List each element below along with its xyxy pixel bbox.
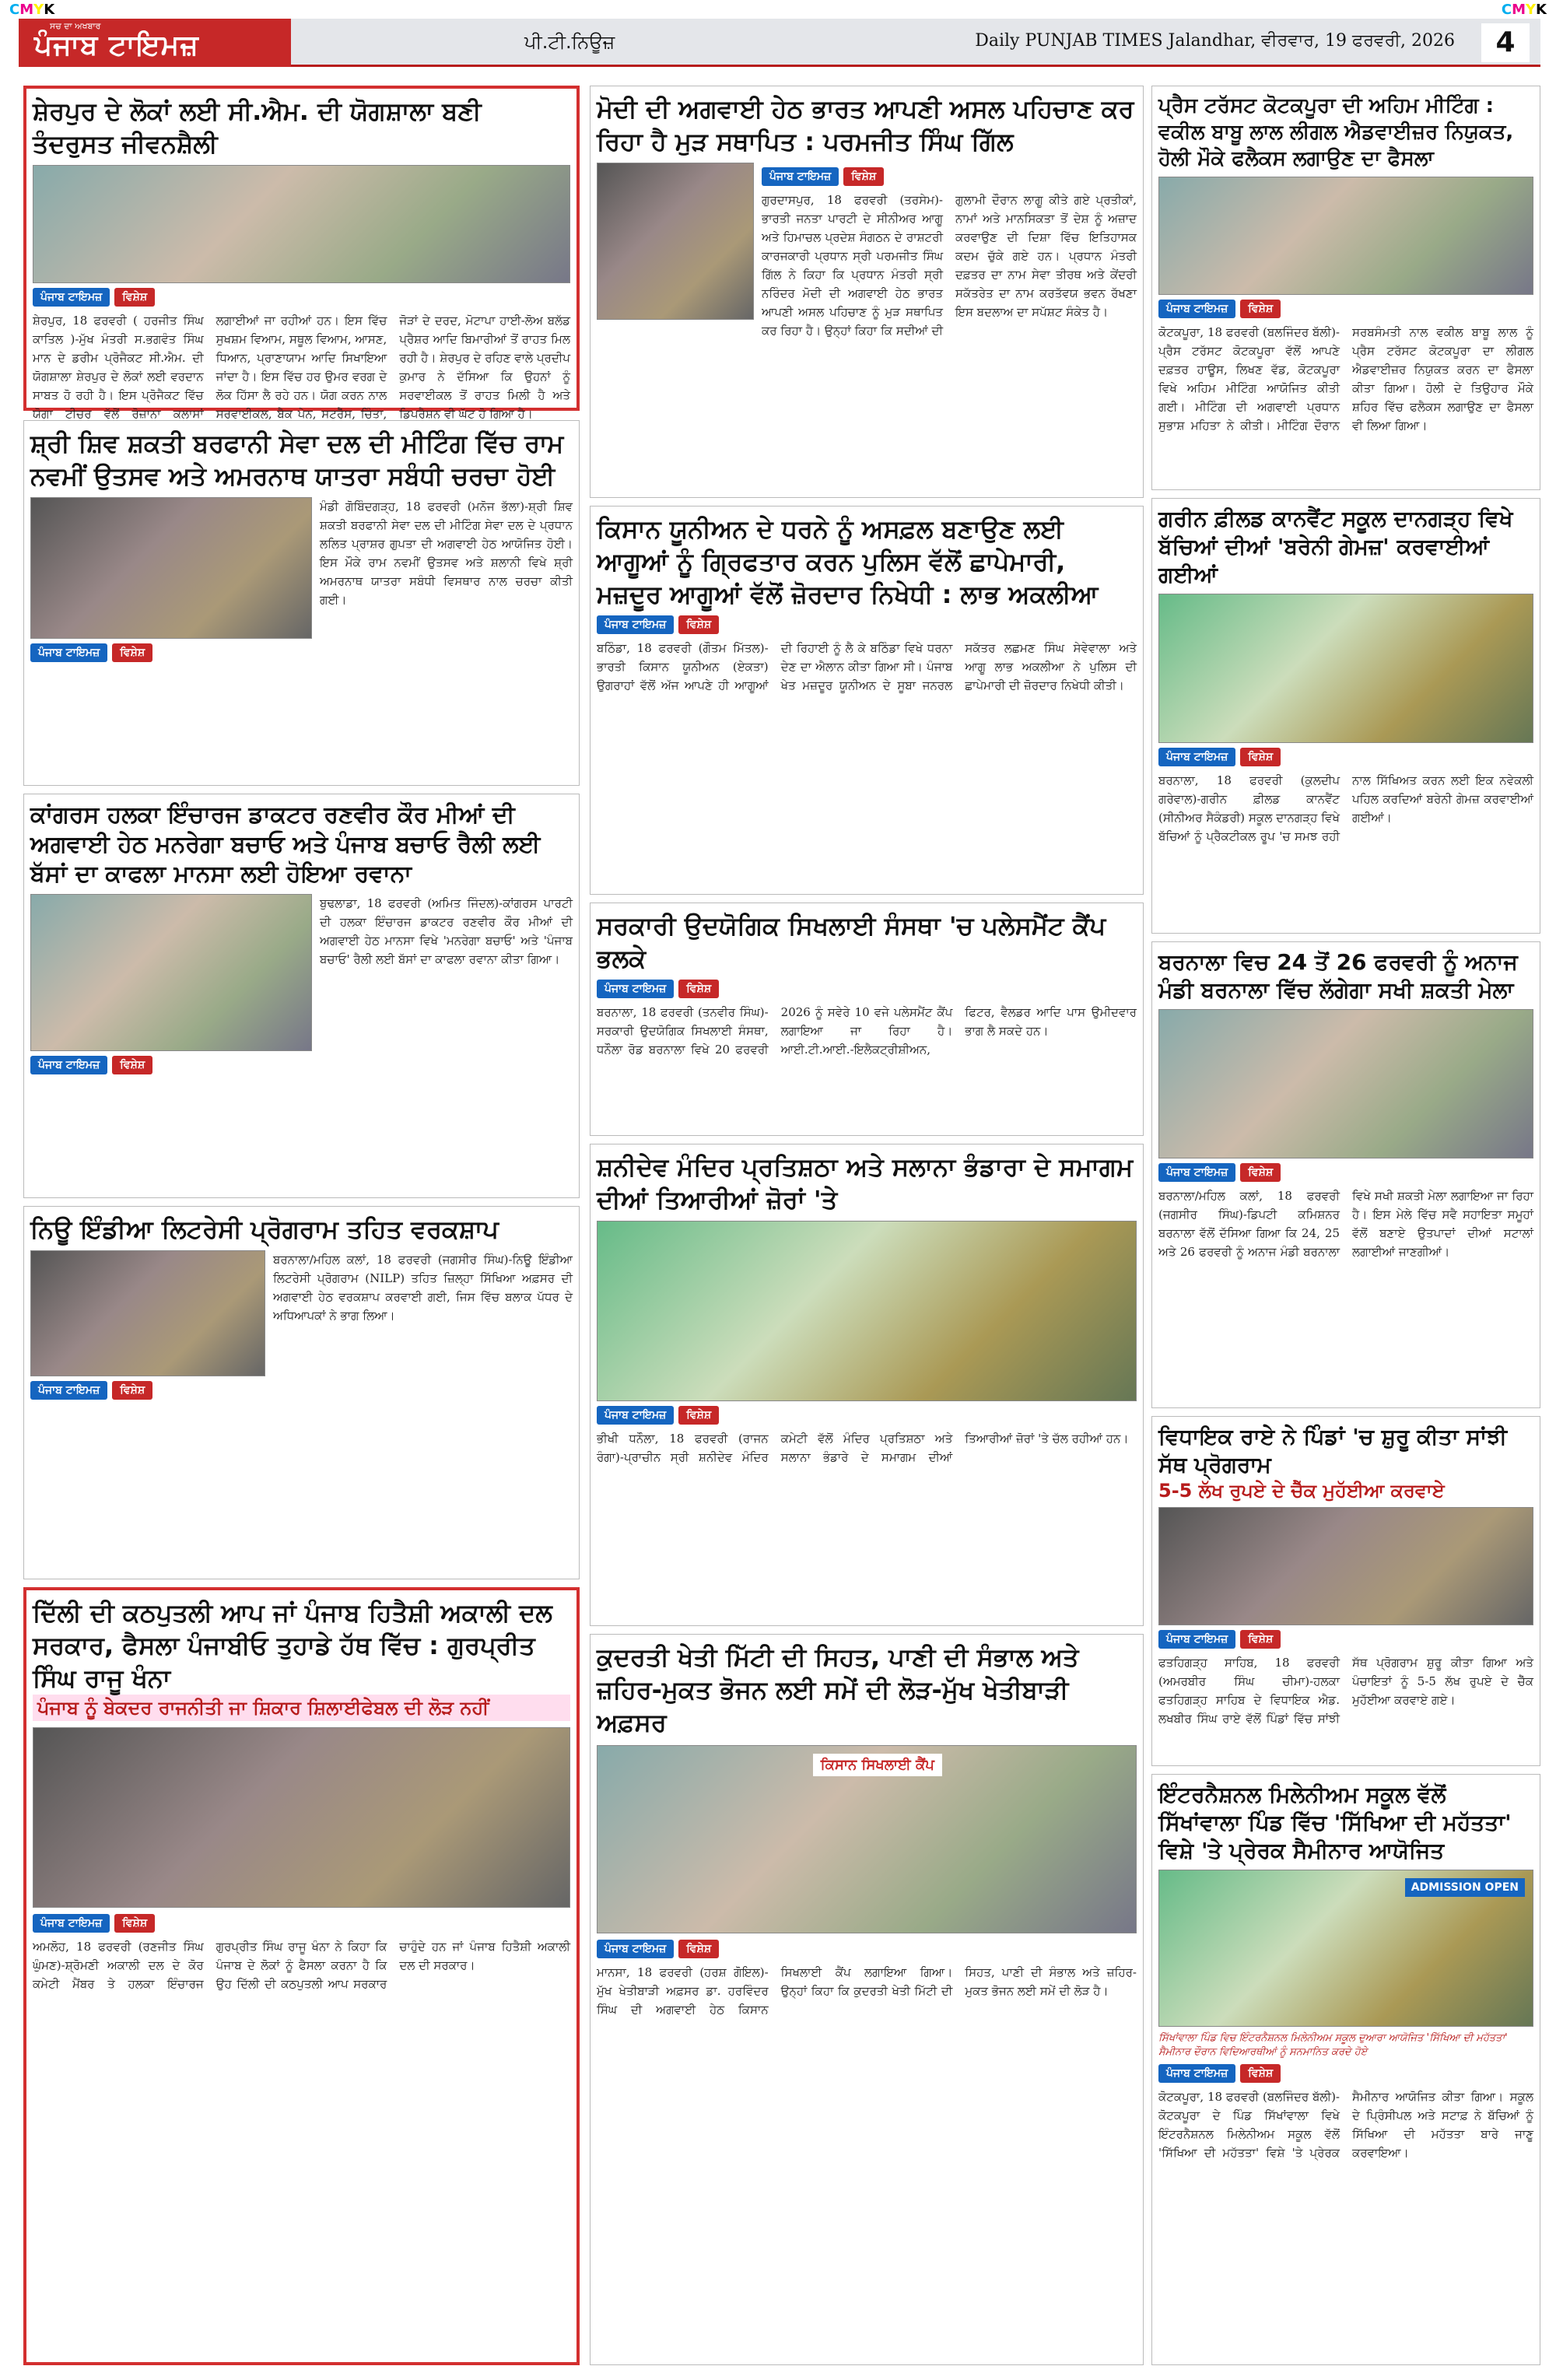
masthead-tagline: ਸਚ ਦਾ ਅਖਬਾਰ (50, 21, 101, 31)
article-body: ਬਰਨਾਲਾ, 18 ਫਰਵਰੀ (ਕੁਲਦੀਪ ਗਰੇਵਾਲ)-ਗਰੀਨ ਫ਼ੀਲਡ ਕਾਨਵੈਂਟ (ਸੀਨੀਅਰ ਸੈਕੰਡਰੀ) ਸਕੂਲ ਦਾਨਗੜ੍ਹ ਵਿਖੇ ਬੱਚਿਆਂ ਨੂੰ ਪ੍ਰੈਕਟੀਕਲ ਰੂਪ 'ਚ ਸਮਝ ਰਹੀ ਨਾਲ ਸਿੱਖਿਅਤ ਕਰਨ ਲਈ ਇਕ ਨਵੇਕਲੀ ਪਹਿਲ ਕਰਦਿਆਂ ਬਰੇਨੀ ਗੇਮਜ਼ ਕਰਵਾਈਆਂ ਗਈਆਂ। (1158, 773, 1533, 843)
headline: ਸ਼ੇਰਪੁਰ ਦੇ ਲੋਕਾਂ ਲਈ ਸੀ.ਐਮ. ਦੀ ਯੋਗਸ਼ਾਲਾ ਬਣੀ ਤੰਦਰੁਸਤ ਜੀਵਨਸ਼ੈਲੀ (33, 96, 482, 159)
article-photo (1158, 1870, 1533, 2027)
article-raju-khanna (23, 1587, 580, 2365)
article-photo (1158, 177, 1533, 295)
article-photo (30, 497, 312, 639)
article-body: ਬੁਢਲਾਡਾ, 18 ਫਰਵਰੀ (ਅਮਿਤ ਜਿੰਦਲ)-ਕਾਂਗਰਸ ਪਾਰਟੀ ਦੀ ਹਲਕਾ ਇੰਚਾਰਜ ਡਾਕਟਰ ਰਣਵੀਰ ਕੌਰ ਮੀਆਂ ਦੀ ਅਗਵਾਈ ਹੇਠ ਮਾਨਸਾ ਵਿਖੇ 'ਮਨਰੇਗਾ ਬਚਾਓ' ਅਤੇ 'ਪੰਜਾਬ ਬਚਾਓ' ਰੈਲੀ ਲਈ ਬੱਸਾਂ ਦਾ ਕਾਫਲਾ ਰਵਾਨਾ ਕੀਤਾ ਗਿਆ। (320, 896, 573, 966)
article-shanidev-mandir (590, 1144, 1144, 1626)
headline: ਬਰਨਾਲਾ ਵਿਚ 24 ਤੋਂ 26 ਫਰਵਰੀ ਨੂੰ ਅਨਾਜ ਮੰਡੀ ਬਰਨਾਲਾ ਵਿੱਚ ਲੱਗੇਗਾ ਸਖੀ ਸ਼ਕਤੀ ਮੇਲਾ (1158, 949, 1518, 1003)
page-number: 4 (1481, 23, 1530, 62)
article-photo (597, 1745, 1137, 1933)
paper-tag: ਪੰਜਾਬ ਟਾਇਮਜ਼ (33, 288, 110, 307)
headline: ਸ਼੍ਰੀ ਸ਼ਿਵ ਸ਼ਕਤੀ ਬਰਫਾਨੀ ਸੇਵਾ ਦਲ ਦੀ ਮੀਟਿੰਗ ਵਿੱਚ ਰਾਮ ਨਵਮੀਂ ਉਤਸਵ ਅਤੇ ਅਮਰਨਾਥ ਯਾਤਰਾ ਸਬੰਧੀ ਚਰਚਾ ਹੋਈ (30, 429, 564, 491)
special-tag: ਵਿਸ਼ੇਸ਼ (678, 980, 719, 998)
paper-tag: ਪੰਜਾਬ ਟਾਇਮਜ਼ (597, 1406, 674, 1425)
portrait-photo (597, 163, 754, 320)
special-tag: ਵਿਸ਼ੇਸ਼ (678, 615, 719, 634)
photo-banner-text: ਕਿਸਾਨ ਸਿਖਲਾਈ ਕੈਂਪ (813, 1754, 942, 1776)
article-photo (30, 894, 312, 1051)
special-tag: ਵਿਸ਼ੇਸ਼ (678, 1940, 719, 1958)
special-tag: ਵਿਸ਼ੇਸ਼ (1240, 1630, 1281, 1649)
special-tag: ਵਿਸ਼ੇਸ਼ (678, 1406, 719, 1425)
paper-tag: ਪੰਜਾਬ ਟਾਇਮਜ਼ (597, 615, 674, 634)
article-body: ਸ਼ੇਰਪੁਰ, 18 ਫਰਵਰੀ ( ਹਰਜੀਤ ਸਿੰਘ ਕਾਤਿਲ )-ਮੁੱਖ ਮੰਤਰੀ ਸ.ਭਗਵੰਤ ਸਿੰਘ ਮਾਨ ਦੇ ਡਰੀਮ ਪ੍ਰੋਜੈਕਟ ਸੀ.ਐਮ. ਦੀ ਯੋਗਸ਼ਾਲਾ ਸ਼ੇਰਪੁਰ ਦੇ ਲੋਕਾਂ ਲਈ ਵਰਦਾਨ ਸਾਬਤ ਹੋ ਰਹੀ ਹੈ। ਇਸ ਪ੍ਰੋਜੈਕਟ ਵਿੱਚ ਯੋਗਾ ਟੀਚਰ ਵੱਲੋਂ ਰੋਜ਼ਾਨਾ ਕਲਾਸਾਂ ਲਗਾਈਆਂ ਜਾ ਰਹੀਆਂ ਹਨ। ਇਸ ਵਿੱਚ ਸੁਖਸ਼ਮ ਵਿਆਮ, ਸਥੂਲ ਵਿਆਮ, ਆਸਣ, ਧਿਆਨ, ਪ੍ਰਾਣਾਯਾਮ ਆਦਿ ਸਿਖਾਇਆ ਜਾਂਦਾ ਹੈ। ਇਸ ਵਿੱਚ ਹਰ ਉਮਰ ਵਰਗ ਦੇ ਲੋਕ ਹਿੱਸਾ ਲੈ ਰਹੇ ਹਨ। ਯੋਗ ਕਰਨ ਨਾਲ ਸਰਵਾਈਕਲ, ਬੈਕ ਪੇਨ, ਸਟਰੈੱਸ, ਚਿੰਤਾ, ਜੋੜਾਂ ਦੇ ਦਰਦ, ਮੋਟਾਪਾ ਹਾਈ-ਲੋਅ ਬਲੱਡ ਪ੍ਰੈਸ਼ਰ ਆਦਿ ਬਿਮਾਰੀਆਂ ਤੋਂ ਰਾਹਤ ਮਿਲ ਰਹੀ ਹੈ। ਸ਼ੇਰਪੁਰ ਦੇ ਰਹਿਣ ਵਾਲੇ ਪ੍ਰਦੀਪ ਕੁਮਾਰ ਨੇ ਦੱਸਿਆ ਕਿ ਉਹਨਾਂ ਨੂੰ ਸਰਵਾਈਕਲ ਤੋਂ ਰਾਹਤ ਮਿਲੀ ਹੈ ਅਤੇ ਡਿਪਰੈਸ਼ਨ ਵੀ ਘੱਟ ਹੋ ਗਿਆ ਹੈ। (33, 314, 570, 421)
page-header (19, 19, 1540, 67)
subheadline: 5-5 ਲੱਖ ਰੁਪਏ ਦੇ ਚੈੱਕ ਮੁਹੱਈਆ ਕਰਵਾਏ (1158, 1480, 1445, 1502)
print-registration-mark-left: CMYK (9, 2, 55, 18)
print-registration-mark-right: CMYK (1501, 2, 1547, 18)
article-body: ਭੀਖੀ ਧਨੌਲਾ, 18 ਫਰਵਰੀ (ਰਾਜਨ ਰੰਗਾ)-ਪ੍ਰਾਚੀਨ ਸ੍ਰੀ ਸ਼ਨੀਦੇਵ ਮੰਦਿਰ ਕਮੇਟੀ ਵੱਲੋਂ ਮੰਦਿਰ ਪ੍ਰਤਿਸ਼ਠਾ ਅਤੇ ਸਲਾਨਾ ਭੰਡਾਰੇ ਦੇ ਸਮਾਗਮ ਦੀਆਂ ਤਿਆਰੀਆਂ ਜ਼ੋਰਾਂ 'ਤੇ ਚੱਲ ਰਹੀਆਂ ਹਨ। (597, 1432, 1129, 1464)
article-body: ਬਰਨਾਲਾ/ਮਹਿਲ ਕਲਾਂ, 18 ਫਰਵਰੀ (ਜਗਸੀਰ ਸਿੰਘ)-ਡਿਪਟੀ ਕਮਿਸ਼ਨਰ ਬਰਨਾਲਾ ਵੱਲੋਂ ਦੱਸਿਆ ਗਿਆ ਕਿ 24, 25 ਅਤੇ 26 ਫਰਵਰੀ ਨੂੰ ਅਨਾਜ ਮੰਡੀ ਬਰਨਾਲਾ ਵਿਖੇ ਸਖੀ ਸ਼ਕਤੀ ਮੇਲਾ ਲਗਾਇਆ ਜਾ ਰਿਹਾ ਹੈ। ਇਸ ਮੇਲੇ ਵਿੱਚ ਸਵੈ ਸਹਾਇਤਾ ਸਮੂਹਾਂ ਵੱਲੋਂ ਬਣਾਏ ਉਤਪਾਦਾਂ ਦੀਆਂ ਸਟਾਲਾਂ ਲਗਾਈਆਂ ਜਾਣਗੀਆਂ। (1158, 1189, 1533, 1259)
article-body: ਅਮਲੋਹ, 18 ਫਰਵਰੀ (ਰਣਜੀਤ ਸਿੰਘ ਘੁੰਮਣ)-ਸ਼੍ਰੋਮਣੀ ਅਕਾਲੀ ਦਲ ਦੇ ਕੋਰ ਕਮੇਟੀ ਮੈਂਬਰ ਤੇ ਹਲਕਾ ਇੰਚਾਰਜ ਗੁਰਪ੍ਰੀਤ ਸਿੰਘ ਰਾਜੂ ਖੰਨਾ ਨੇ ਕਿਹਾ ਕਿ ਪੰਜਾਬ ਦੇ ਲੋਕਾਂ ਨੂੰ ਫੈਸਲਾ ਕਰਨਾ ਹੈ ਕਿ ਉਹ ਦਿੱਲੀ ਦੀ ਕਠਪੁਤਲੀ ਆਪ ਸਰਕਾਰ ਚਾਹੁੰਦੇ ਹਨ ਜਾਂ ਪੰਜਾਬ ਹਿਤੈਸ਼ੀ ਅਕਾਲੀ ਦਲ ਦੀ ਸਰਕਾਰ। (33, 1940, 570, 1991)
paper-tag: ਪੰਜਾਬ ਟਾਇਮਜ਼ (1158, 1163, 1235, 1182)
paper-tag: ਪੰਜਾਬ ਟਾਇਮਜ਼ (762, 167, 839, 186)
article-photo (33, 165, 570, 283)
article-millennium-school (1151, 1774, 1540, 2365)
article-modi (590, 86, 1144, 498)
special-tag: ਵਿਸ਼ੇਸ਼ (1240, 1163, 1281, 1182)
paper-tag: ਪੰਜਾਬ ਟਾਇਮਜ਼ (1158, 748, 1235, 766)
article-sakhi-shakti-mela (1151, 941, 1540, 1408)
article-sanjhi-sath (1151, 1416, 1540, 1766)
dateline: Daily PUNJAB TIMES Jalandhar, ਵੀਰਵਾਰ, 19 ਫਰਵਰੀ, 2026 (975, 31, 1455, 51)
special-tag: ਵਿਸ਼ੇਸ਼ (843, 167, 884, 186)
article-shiv-shakti (23, 420, 580, 786)
special-tag: ਵਿਸ਼ੇਸ਼ (114, 288, 155, 307)
headline: ਗਰੀਨ ਫ਼ੀਲਡ ਕਾਨਵੈਂਟ ਸਕੂਲ ਦਾਨਗੜ੍ਹ ਵਿਖੇ ਬੱਚਿਆਂ ਦੀਆਂ 'ਬਰੇਨੀ ਗੇਮਜ਼' ਕਰਵਾਈਆਂ ਗਈਆਂ (1158, 506, 1513, 587)
special-tag: ਵਿਸ਼ੇਸ਼ (112, 643, 152, 662)
article-body: ਕੋਟਕਪੂਰਾ, 18 ਫਰਵਰੀ (ਬਲਜਿੰਦਰ ਬੱਲੀ)-ਕੋਟਕਪੂਰਾ ਦੇ ਪਿੰਡ ਸਿੱਖਾਂਵਾਲਾ ਵਿਖੇ ਇੰਟਰਨੈਸ਼ਨਲ ਮਿਲੇਨੀਅਮ ਸਕੂਲ ਵੱਲੋਂ 'ਸਿੱਖਿਆ ਦੀ ਮਹੱਤਤਾ' ਵਿਸ਼ੇ 'ਤੇ ਪ੍ਰੇਰਕ ਸੈਮੀਨਾਰ ਆਯੋਜਿਤ ਕੀਤਾ ਗਿਆ। ਸਕੂਲ ਦੇ ਪ੍ਰਿੰਸੀਪਲ ਅਤੇ ਸਟਾਫ਼ ਨੇ ਬੱਚਿਆਂ ਨੂੰ ਸਿੱਖਿਆ ਦੀ ਮਹੱਤਤਾ ਬਾਰੇ ਜਾਣੂ ਕਰਵਾਇਆ। (1158, 2090, 1533, 2160)
headline: ਨਿਊ ਇੰਡੀਆ ਲਿਟਰੇਸੀ ਪ੍ਰੋਗਰਾਮ ਤਹਿਤ ਵਰਕਸ਼ਾਪ (30, 1215, 499, 1244)
paper-tag: ਪੰਜਾਬ ਟਾਇਮਜ਼ (30, 1056, 107, 1074)
article-photo (1158, 1507, 1533, 1625)
headline: ਇੰਟਰਨੈਸ਼ਨਲ ਮਿਲੇਨੀਅਮ ਸਕੂਲ ਵੱਲੋਂ ਸਿੱਖਾਂਵਾਲਾ ਪਿੰਡ ਵਿੱਚ 'ਸਿੱਖਿਆ ਦੀ ਮਹੱਤਤਾ' ਵਿਸ਼ੇ 'ਤੇ ਪ੍ਰੇਰਕ ਸੈਮੀਨਾਰ ਆਯੋਜਿਤ (1158, 1782, 1512, 1863)
article-body: ਮੰਡੀ ਗੋਬਿੰਦਗੜ੍ਹ, 18 ਫਰਵਰੀ (ਮਨੋਜ ਭੱਲਾ)-ਸ਼੍ਰੀ ਸ਼ਿਵ ਸ਼ਕਤੀ ਬਰਫਾਨੀ ਸੇਵਾ ਦਲ ਦੀ ਮੀਟਿੰਗ ਸੇਵਾ ਦਲ ਦੇ ਪ੍ਰਧਾਨ ਲਲਿਤ ਪ੍ਰਾਸ਼ਰ ਗੁਪਤਾ ਦੀ ਅਗਵਾਈ ਹੇਠ ਆਯੋਜਿਤ ਹੋਈ। ਇਸ ਮੌਕੇ ਰਾਮ ਨਵਮੀਂ ਉਤਸਵ ਅਤੇ ਸ਼ਲਾਨੀ ਵਿਖੇ ਸ਼੍ਰੀ ਅਮਰਨਾਥ ਯਾਤਰਾ ਸਬੰਧੀ ਵਿਸਥਾਰ ਨਾਲ ਚਰਚਾ ਕੀਤੀ ਗਈ। (320, 499, 573, 607)
masthead (19, 19, 291, 67)
paper-tag: ਪੰਜਾਬ ਟਾਇਮਜ਼ (597, 1940, 674, 1958)
paper-tag: ਪੰਜਾਬ ਟਾਇਮਜ਼ (33, 1914, 110, 1933)
paper-tag: ਪੰਜਾਬ ਟਾਇਮਜ਼ (1158, 1630, 1235, 1649)
article-photo (597, 1221, 1137, 1401)
article-photo (30, 1250, 265, 1376)
article-kisan-union (590, 506, 1144, 895)
article-body: ਬਠਿੰਡਾ, 18 ਫਰਵਰੀ (ਗੌਤਮ ਮਿੱਤਲ)-ਭਾਰਤੀ ਕਿਸਾਨ ਯੂਨੀਅਨ (ਏਕਤਾ) ਉਗਰਾਹਾਂ ਵੱਲੋਂ ਅੱਜ ਆਪਣੇ ਹੀ ਆਗੂਆਂ ਦੀ ਰਿਹਾਈ ਨੂੰ ਲੈ ਕੇ ਬਠਿੰਡਾ ਵਿਖੇ ਧਰਨਾ ਦੇਣ ਦਾ ਐਲਾਨ ਕੀਤਾ ਗਿਆ ਸੀ। ਪੰਜਾਬ ਖੇਤ ਮਜ਼ਦੂਰ ਯੂਨੀਅਨ ਦੇ ਸੂਬਾ ਜਨਰਲ ਸਕੱਤਰ ਲਛਮਣ ਸਿੰਘ ਸੇਵੇਵਾਲਾ ਅਤੇ ਆਗੂ ਲਾਭ ਅਕਲੀਆ ਨੇ ਪੁਲਿਸ ਦੀ ਛਾਪੇਮਾਰੀ ਦੀ ਜ਼ੋਰਦਾਰ ਨਿਖੇਧੀ ਕੀਤੀ। (597, 641, 1137, 692)
paper-tag: ਪੰਜਾਬ ਟਾਇਮਜ਼ (597, 980, 674, 998)
special-tag: ਵਿਸ਼ੇਸ਼ (1240, 748, 1281, 766)
headline: ਸ਼ਨੀਦੇਵ ਮੰਦਿਰ ਪ੍ਰਤਿਸ਼ਠਾ ਅਤੇ ਸਲਾਨਾ ਭੰਡਾਰਾ ਦੇ ਸਮਾਗਮ ਦੀਆਂ ਤਿਆਰੀਆਂ ਜ਼ੋਰਾਂ 'ਤੇ (597, 1152, 1134, 1215)
headline: ਕੁਦਰਤੀ ਖੇਤੀ ਮਿੱਟੀ ਦੀ ਸਿਹਤ, ਪਾਣੀ ਦੀ ਸੰਭਾਲ ਅਤੇ ਜ਼ਹਿਰ-ਮੁਕਤ ਭੋਜਨ ਲਈ ਸਮੇਂ ਦੀ ਲੋੜ-ਮੁੱਖ ਖੇਤੀਬਾੜੀ ਅਫ਼ਸਰ (597, 1642, 1079, 1737)
article-photo (1158, 1009, 1533, 1158)
paper-tag: ਪੰਜਾਬ ਟਾਇਮਜ਼ (1158, 2064, 1235, 2083)
special-tag: ਵਿਸ਼ੇਸ਼ (1240, 300, 1281, 318)
article-literacy-workshop (23, 1206, 580, 1579)
headline: ਪ੍ਰੈਸ ਟਰੱਸਟ ਕੋਟਕਪੂਰਾ ਦੀ ਅਹਿਮ ਮੀਟਿੰਗ : ਵਕੀਲ ਬਾਬੂ ਲਾਲ ਲੀਗਲ ਐਡਵਾਈਜ਼ਰ ਨਿਯੁਕਤ, ਹੋਲੀ ਮੌਕੇ ਫਲੈਕਸ ਲਗਾਉਣ ਦਾ ਫੈਸਲਾ (1158, 94, 1514, 170)
article-photo (1158, 594, 1533, 743)
headline: ਵਿਧਾਇਕ ਰਾਏ ਨੇ ਪਿੰਡਾਂ 'ਚ ਸ਼ੁਰੂ ਕੀਤਾ ਸਾਂਝੀ ਸੱਥ ਪ੍ਰੋਗਰਾਮ (1158, 1424, 1508, 1477)
article-natural-farming (590, 1634, 1144, 2365)
headline: ਕਿਸਾਨ ਯੂਨੀਅਨ ਦੇ ਧਰਨੇ ਨੂੰ ਅਸਫ਼ਲ ਬਣਾਉਣ ਲਈ ਆਗੂਆਂ ਨੂੰ ਗ੍ਰਿਫਤਾਰ ਕਰਨ ਪੁਲਿਸ ਵੱਲੋਂ ਛਾਪੇਮਾਰੀ, ਮਜ਼ਦੂਰ ਆਗੂਆਂ ਵੱਲੋਂ ਜ਼ੋਰਦਾਰ ਨਿਖੇਧੀ : ਲਾਭ ਅਕਲੀਆ (597, 514, 1099, 609)
article-body: ਮਾਨਸਾ, 18 ਫਰਵਰੀ (ਹਰਸ਼ ਗੋਇਲ)-ਮੁੱਖ ਖੇਤੀਬਾੜੀ ਅਫ਼ਸਰ ਡਾ. ਹਰਵਿੰਦਰ ਸਿੰਘ ਦੀ ਅਗਵਾਈ ਹੇਠ ਕਿਸਾਨ ਸਿਖਲਾਈ ਕੈਂਪ ਲਗਾਇਆ ਗਿਆ। ਉਨ੍ਹਾਂ ਕਿਹਾ ਕਿ ਕੁਦਰਤੀ ਖੇਤੀ ਮਿੱਟੀ ਦੀ ਸਿਹਤ, ਪਾਣੀ ਦੀ ਸੰਭਾਲ ਅਤੇ ਜ਼ਹਿਰ-ਮੁਕਤ ਭੋਜਨ ਲਈ ਸਮੇਂ ਦੀ ਲੋੜ ਹੈ। (597, 1965, 1137, 2017)
article-body: ਫਤਹਿਗੜ੍ਹ ਸਾਹਿਬ, 18 ਫਰਵਰੀ (ਅਮਰਬੀਰ ਸਿੰਘ ਚੀਮਾ)-ਹਲਕਾ ਫਤਹਿਗੜ੍ਹ ਸਾਹਿਬ ਦੇ ਵਿਧਾਇਕ ਐਡ. ਲਖਬੀਰ ਸਿੰਘ ਰਾਏ ਵੱਲੋਂ ਪਿੰਡਾਂ ਵਿੱਚ ਸਾਂਝੀ ਸੱਥ ਪ੍ਰੋਗਰਾਮ ਸ਼ੁਰੂ ਕੀਤਾ ਗਿਆ ਅਤੇ ਪੰਚਾਇਤਾਂ ਨੂੰ 5-5 ਲੱਖ ਰੁਪਏ ਦੇ ਚੈੱਕ ਮੁਹੱਈਆ ਕਰਵਾਏ ਗਏ। (1158, 1656, 1533, 1726)
article-congress-rally (23, 794, 580, 1198)
headline: ਦਿੱਲੀ ਦੀ ਕਠਪੁਤਲੀ ਆਪ ਜਾਂ ਪੰਜਾਬ ਹਿਤੈਸ਼ੀ ਅਕਾਲੀ ਦਲ ਸਰਕਾਰ, ਫੈਸਲਾ ਪੰਜਾਬੀਓ ਤੁਹਾਡੇ ਹੱਥ ਵਿੱਚ : ਗੁਰਪ੍ਰੀਤ ਸਿੰਘ ਰਾਜੂ ਖੰਨਾ (33, 1598, 552, 1693)
article-press-trust (1151, 86, 1540, 490)
headline: ਕਾਂਗਰਸ ਹਲਕਾ ਇੰਚਾਰਜ ਡਾਕਟਰ ਰਣਵੀਰ ਕੌਰ ਮੀਆਂ ਦੀ ਅਗਵਾਈ ਹੇਠ ਮਨਰੇਗਾ ਬਚਾਓ ਅਤੇ ਪੰਜਾਬ ਬਚਾਓ ਰੈਲੀ ਲਈ ਬੱਸਾਂ ਦਾ ਕਾਫਲਾ ਮਾਨਸਾ ਲਈ ਹੋਇਆ ਰਵਾਨਾ (30, 801, 541, 888)
section-category: ਪੀ.ਟੀ.ਨਿਊਜ਼ (524, 31, 615, 53)
headline: ਮੋਦੀ ਦੀ ਅਗਵਾਈ ਹੇਠ ਭਾਰਤ ਆਪਣੀ ਅਸਲ ਪਹਿਚਾਣ ਕਰ ਰਿਹਾ ਹੈ ਮੁੜ ਸਥਾਪਿਤ : ਪਰਮਜੀਤ ਸਿੰਘ ਗਿੱਲ (597, 94, 1134, 156)
special-tag: ਵਿਸ਼ੇਸ਼ (114, 1914, 155, 1933)
headline: ਸਰਕਾਰੀ ਉਦਯੋਗਿਕ ਸਿਖਲਾਈ ਸੰਸਥਾ 'ਚ ਪਲੇਸਮੈਂਟ ਕੈਂਪ ਭਲਕੇ (597, 911, 1106, 973)
paper-tag: ਪੰਜਾਬ ਟਾਇਮਜ਼ (1158, 300, 1235, 318)
special-tag: ਵਿਸ਼ੇਸ਼ (1240, 2064, 1281, 2083)
photo-banner-text: ADMISSION OPEN (1405, 1878, 1525, 1897)
article-placement-camp (590, 903, 1144, 1136)
special-tag: ਵਿਸ਼ੇਸ਼ (112, 1056, 152, 1074)
photo-caption: ਸਿੱਖਾਂਵਾਲਾ ਪਿੰਡ ਵਿਚ ਇੰਟਰਨੈਸ਼ਨਲ ਮਿਲੇਨੀਅਮ ਸਕੂਲ ਦੁਆਰਾ ਆਯੋਜਿਤ 'ਸਿੱਖਿਆ ਦੀ ਮਹੱਤਤਾ' ਸੈਮੀਨਾਰ ਦੌਰਾਨ ਵਿਦਿਆਰਥੀਆਂ ਨੂੰ ਸਨਮਾਨਿਤ ਕਰਦੇ ਹੋਏ (1158, 2032, 1508, 2058)
article-body: ਕੋਟਕਪੂਰਾ, 18 ਫਰਵਰੀ (ਬਲਜਿੰਦਰ ਬੱਲੀ)-ਪ੍ਰੈਸ ਟਰੱਸਟ ਕੋਟਕਪੂਰਾ ਵੱਲੋਂ ਆਪਣੇ ਦਫ਼ਤਰ ਹਾਊਸ, ਲਿਖਣ ਵੱਡ, ਕੋਟਕਪੂਰਾ ਵਿਖੇ ਅਹਿਮ ਮੀਟਿੰਗ ਆਯੋਜਿਤ ਕੀਤੀ ਗਈ। ਮੀਟਿੰਗ ਦੀ ਅਗਵਾਈ ਪ੍ਰਧਾਨ ਸੁਭਾਸ਼ ਮਹਿਤਾ ਨੇ ਕੀਤੀ। ਮੀਟਿੰਗ ਦੌਰਾਨ ਸਰਬਸੰਮਤੀ ਨਾਲ ਵਕੀਲ ਬਾਬੂ ਲਾਲ ਨੂੰ ਪ੍ਰੈਸ ਟਰੱਸਟ ਕੋਟਕਪੂਰਾ ਦਾ ਲੀਗਲ ਐਡਵਾਈਜ਼ਰ ਨਿਯੁਕਤ ਕਰਨ ਦਾ ਫੈਸਲਾ ਕੀਤਾ ਗਿਆ। ਹੋਲੀ ਦੇ ਤਿਉਹਾਰ ਮੌਕੇ ਸ਼ਹਿਰ ਵਿੱਚ ਫਲੈਕਸ ਲਗਾਉਣ ਦਾ ਫੈਸਲਾ ਵੀ ਲਿਆ ਗਿਆ। (1158, 325, 1533, 433)
article-body: ਗੁਰਦਾਸਪੁਰ, 18 ਫਰਵਰੀ (ਤਰਸੇਮ)-ਭਾਰਤੀ ਜਨਤਾ ਪਾਰਟੀ ਦੇ ਸੀਨੀਅਰ ਆਗੂ ਅਤੇ ਹਿਮਾਚਲ ਪ੍ਰਦੇਸ਼ ਸੰਗਠਨ ਦੇ ਰਾਸ਼ਟਰੀ ਕਾਰਜਕਾਰੀ ਪ੍ਰਧਾਨ ਸ੍ਰੀ ਪਰਮਜੀਤ ਸਿੰਘ ਗਿੱਲ ਨੇ ਕਿਹਾ ਕਿ ਪ੍ਰਧਾਨ ਮੰਤਰੀ ਸ੍ਰੀ ਨਰਿੰਦਰ ਮੋਦੀ ਦੀ ਅਗਵਾਈ ਹੇਠ ਭਾਰਤ ਆਪਣੀ ਅਸਲ ਪਹਿਚਾਣ ਨੂੰ ਮੁੜ ਸਥਾਪਿਤ ਕਰ ਰਿਹਾ ਹੈ। ਉਨ੍ਹਾਂ ਕਿਹਾ ਕਿ ਸਦੀਆਂ ਦੀ ਗੁਲਾਮੀ ਦੌਰਾਨ ਲਾਗੂ ਕੀਤੇ ਗਏ ਪ੍ਰਤੀਕਾਂ, ਨਾਮਾਂ ਅਤੇ ਮਾਨਸਿਕਤਾ ਤੋਂ ਦੇਸ਼ ਨੂੰ ਅਜ਼ਾਦ ਕਰਵਾਉਣ ਦੀ ਦਿਸ਼ਾ ਵਿੱਚ ਇਤਿਹਾਸਕ ਕਦਮ ਚੁੱਕੇ ਗਏ ਹਨ। ਪ੍ਰਧਾਨ ਮੰਤਰੀ ਦਫ਼ਤਰ ਦਾ ਨਾਮ ਸੇਵਾ ਤੀਰਥ ਅਤੇ ਕੇਂਦਰੀ ਸਕੱਤਰੇਤ ਦਾ ਨਾਮ ਕਰਤੱਵਯ ਭਵਨ ਰੱਖਣਾ ਇਸ ਬਦਲਾਅ ਦਾ ਸਪੱਸ਼ਟ ਸੰਕੇਤ ਹੈ। (762, 193, 1137, 338)
article-green-field (1151, 498, 1540, 934)
paper-tag: ਪੰਜਾਬ ਟਾਇਮਜ਼ (30, 643, 107, 662)
paper-tag: ਪੰਜਾਬ ਟਾਇਮਜ਼ (30, 1381, 107, 1400)
masthead-title: ਪੰਜਾਬ ਟਾਇਮਜ਼ (34, 30, 199, 61)
subheadline: ਪੰਜਾਬ ਨੂੰ ਬੇਕਦਰ ਰਾਜਨੀਤੀ ਜਾ ਸ਼ਿਕਾਰ ਸ਼ਿਲਾਈਫੇਬਲ ਦੀ ਲੋੜ ਨਹੀਂ (33, 1695, 570, 1721)
article-yogshala (23, 86, 580, 421)
article-photo (33, 1727, 570, 1908)
article-body: ਬਰਨਾਲਾ, 18 ਫਰਵਰੀ (ਤਨਵੀਰ ਸਿੰਘ)-ਸਰਕਾਰੀ ਉਦਯੋਗਿਕ ਸਿਖਲਾਈ ਸੰਸਥਾ, ਧਨੌਲਾ ਰੋਡ ਬਰਨਾਲਾ ਵਿਖੇ 20 ਫਰਵਰੀ 2026 ਨੂੰ ਸਵੇਰੇ 10 ਵਜੇ ਪਲੇਸਮੈਂਟ ਕੈਂਪ ਲਗਾਇਆ ਜਾ ਰਿਹਾ ਹੈ। ਆਈ.ਟੀ.ਆਈ.-ਇਲੈਕਟ੍ਰੀਸ਼ੀਅਨ, ਫਿਟਰ, ਵੈਲਡਰ ਆਦਿ ਪਾਸ ਉਮੀਦਵਾਰ ਭਾਗ ਲੈ ਸਕਦੇ ਹਨ। (597, 1005, 1137, 1057)
special-tag: ਵਿਸ਼ੇਸ਼ (112, 1381, 152, 1400)
article-body: ਬਰਨਾਲਾ/ਮਹਿਲ ਕਲਾਂ, 18 ਫਰਵਰੀ (ਜਗਸੀਰ ਸਿੰਘ)-ਨਿਊ ਇੰਡੀਆ ਲਿਟਰੇਸੀ ਪ੍ਰੋਗਰਾਮ (NILP) ਤਹਿਤ ਜ਼ਿਲ੍ਹਾ ਸਿੱਖਿਆ ਅਫ਼ਸਰ ਦੀ ਅਗਵਾਈ ਹੇਠ ਵਰਕਸ਼ਾਪ ਕਰਵਾਈ ਗਈ, ਜਿਸ ਵਿੱਚ ਬਲਾਕ ਪੱਧਰ ਦੇ ਅਧਿਆਪਕਾਂ ਨੇ ਭਾਗ ਲਿਆ। (273, 1253, 573, 1323)
